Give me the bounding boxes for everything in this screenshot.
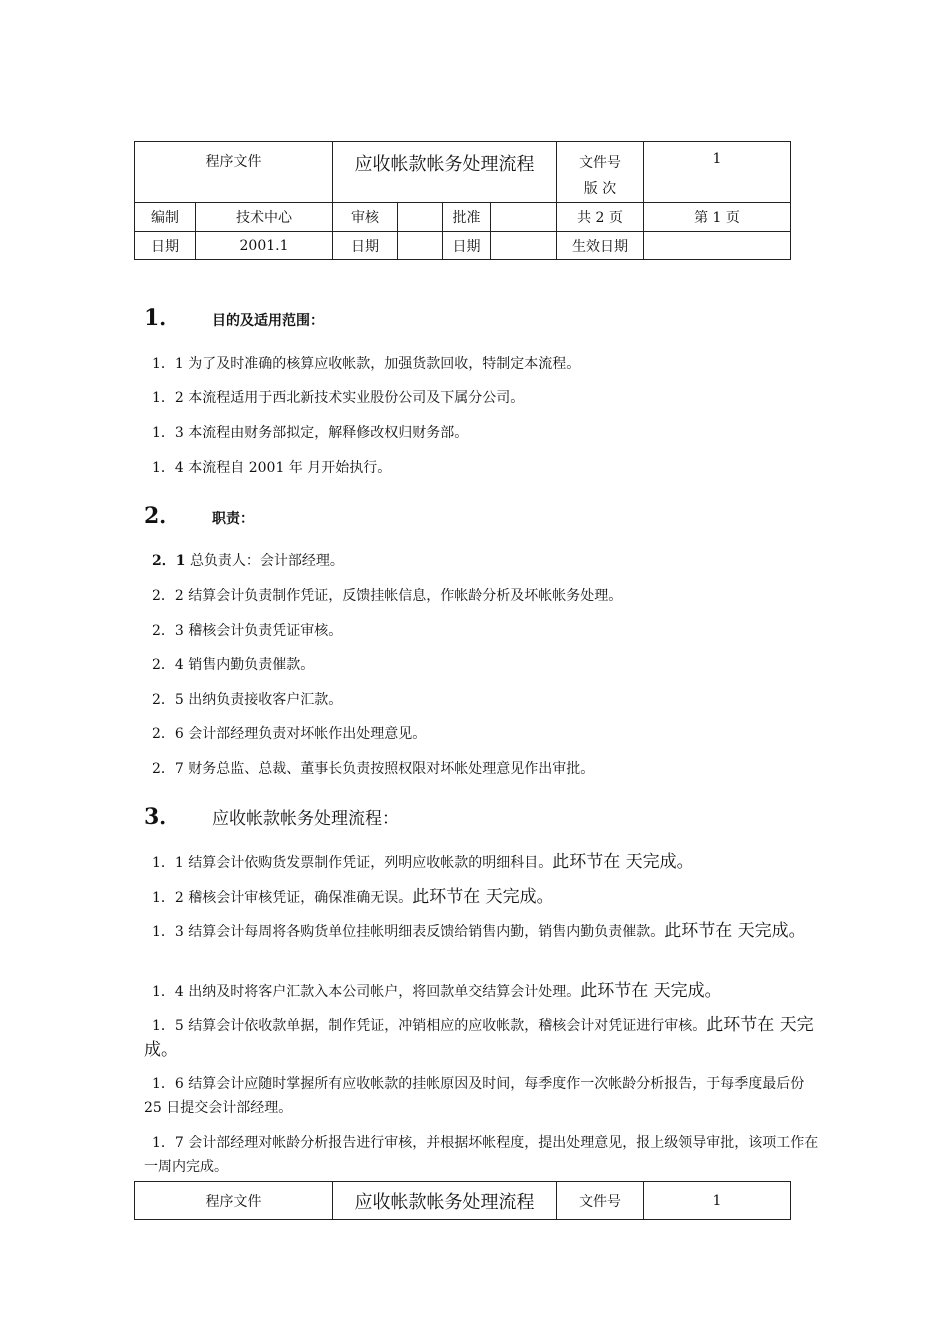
section-1-heading <box>144 306 324 333</box>
document-header-table <box>134 141 791 260</box>
section-3-heading <box>144 805 399 832</box>
date-label: 日期 <box>135 232 196 260</box>
file-no-value: 1 <box>644 1182 791 1220</box>
effective-date-value <box>644 232 791 260</box>
section-title: 职责： <box>212 511 254 527</box>
list-item: 1．1 结算会计依购货发票制作凭证，列明应收帐款的明细科目。此环节在 天完成。 <box>152 852 694 872</box>
review-date-label: 日期 <box>333 232 398 260</box>
list-item: 1．2 本流程适用于西北新技术实业股份公司及下属分公司。 <box>152 390 525 406</box>
list-item: 1．4 本流程自 2001 年 月开始执行。 <box>152 460 392 476</box>
file-no-label: 文件号 <box>579 155 621 171</box>
editor-label: 编制 <box>135 203 196 232</box>
list-item: 1．3 结算会计每周将各购货单位挂帐明细表反馈给销售内勤，销售内勤负责催款。此环节在 天完成。 <box>152 921 806 941</box>
list-item: 2．7 财务总监、总裁、董事长负责按照权限对坏帐处理意见作出审批。 <box>152 761 595 777</box>
review-value <box>398 203 443 232</box>
section-2-heading <box>144 504 254 531</box>
approve-date-value <box>491 232 557 260</box>
list-item: 1．6 结算会计应随时掌握所有应收帐款的挂帐原因及时间，每季度作一次帐龄分析报告，于每季度最后份 25 日提交会计部经理。 <box>144 1076 805 1116</box>
list-item: 2．3 稽核会计负责凭证审核。 <box>152 623 343 639</box>
doc-type-cell: 程序文件 <box>135 1182 333 1220</box>
doc-type-cell: 程序文件 <box>135 142 333 203</box>
approve-label: 批准 <box>443 203 491 232</box>
doc-title-cell: 应收帐款帐务处理流程 <box>333 142 557 203</box>
list-item: 2．1 总负责人：会计部经理。 <box>152 553 344 569</box>
section-number: 3． <box>144 804 182 830</box>
review-label: 审核 <box>333 203 398 232</box>
approve-value <box>491 203 557 232</box>
section-number: 2． <box>144 503 182 529</box>
date-value: 2001.1 <box>196 232 333 260</box>
section-title: 应收帐款帐务处理流程： <box>212 809 399 829</box>
list-item: 1．3 本流程由财务部拟定，解释修改权归财务部。 <box>152 425 469 441</box>
file-no-label: 文件号 <box>557 1182 644 1220</box>
list-item: 1．7 会计部经理对帐龄分析报告进行审核，并根据坏帐程度，提出处理意见，报上级领导审批，该项工作在一周内完成。 <box>144 1135 819 1175</box>
file-no-value: 1 <box>644 142 791 203</box>
total-pages: 共 2 页 <box>557 203 644 232</box>
list-item: 2．6 会计部经理负责对坏帐作出处理意见。 <box>152 726 427 742</box>
approve-date-label: 日期 <box>443 232 491 260</box>
section-number: 1． <box>144 305 182 331</box>
list-item: 2．5 出纳负责接收客户汇款。 <box>152 692 343 708</box>
list-item: 2．4 销售内勤负责催款。 <box>152 657 315 673</box>
document-header-table-page2 <box>134 1181 791 1220</box>
list-item: 1．1 为了及时准确的核算应收帐款，加强货款回收，特制定本流程。 <box>152 356 581 372</box>
list-item: 1．4 出纳及时将客户汇款入本公司帐户，将回款单交结算会计处理。此环节在 天完成。 <box>152 981 722 1001</box>
file-no-label-cell <box>557 142 644 203</box>
section-title: 目的及适用范围： <box>212 313 324 329</box>
effective-date-label: 生效日期 <box>557 232 644 260</box>
list-item: 1．2 稽核会计审核凭证，确保准确无误。此环节在 天完成。 <box>152 887 554 907</box>
editor-value: 技术中心 <box>196 203 333 232</box>
review-date-value <box>398 232 443 260</box>
page-number: 第 1 页 <box>644 203 791 232</box>
list-item: 2．2 结算会计负责制作凭证，反馈挂帐信息，作帐龄分析及坏帐帐务处理。 <box>152 588 623 604</box>
doc-title-cell: 应收帐款帐务处理流程 <box>333 1182 557 1220</box>
list-item: 1．5 结算会计依收款单据，制作凭证，冲销相应的应收帐款，稽核会计对凭证进行审核。此环节在 天完成。 <box>144 1015 814 1060</box>
version-label: 版 次 <box>583 181 617 197</box>
